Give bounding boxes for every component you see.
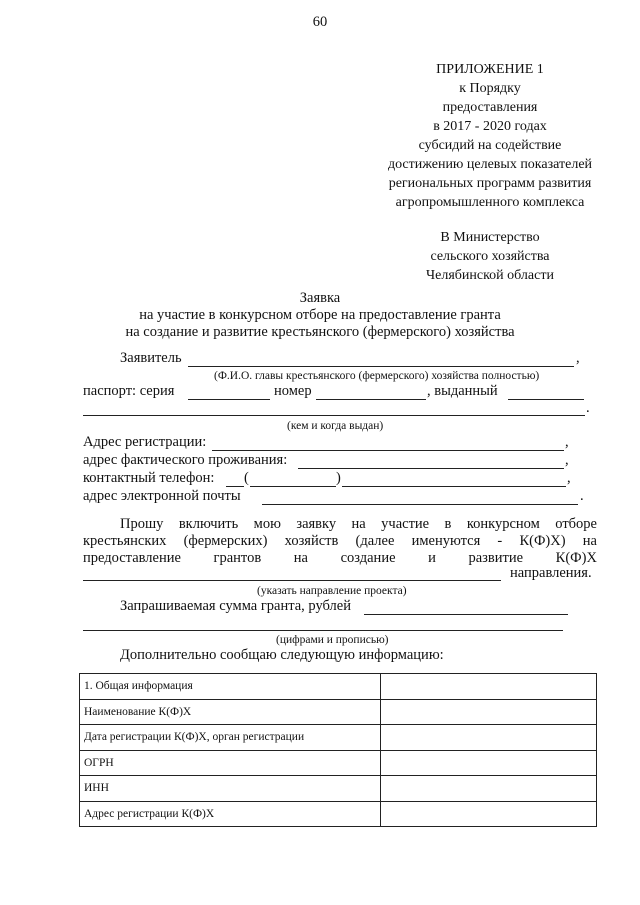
applicant-label: Заявитель — [120, 350, 182, 366]
word: развитие — [468, 550, 524, 566]
amount-words-field[interactable] — [83, 630, 563, 631]
table-cell-label: 1. Общая информация — [80, 674, 381, 700]
word: (далее — [355, 533, 395, 549]
issued-by-field[interactable] — [83, 415, 585, 416]
appendix-line: достижению целевых показателей — [387, 157, 593, 172]
comma: , — [565, 452, 569, 468]
actual-address-field[interactable] — [298, 468, 564, 469]
word: Прошу — [120, 516, 164, 532]
addressee-line: В Министерство — [440, 230, 540, 245]
reg-address-label: Адрес регистрации: — [83, 434, 207, 450]
phone-area-field[interactable] — [250, 486, 336, 487]
addressee-line: Челябинской области — [426, 268, 554, 283]
direction-tail: направления. — [510, 565, 592, 581]
word: отборе — [555, 516, 597, 532]
comma: , — [576, 350, 580, 366]
word: хозяйств — [284, 533, 339, 549]
table-cell-value[interactable] — [381, 699, 597, 725]
comma: , — [567, 470, 571, 486]
issued-hint: (кем и когда выдан) — [287, 420, 384, 432]
appendix-line: региональных программ развития — [388, 176, 592, 191]
word: конкурсном — [466, 516, 540, 532]
phone-code-field[interactable] — [226, 486, 244, 487]
table-cell-value[interactable] — [381, 725, 597, 751]
word: - — [497, 533, 503, 549]
comma: , — [565, 434, 569, 450]
word: К(Ф)Х) — [519, 533, 566, 549]
additional-info-label: Дополнительно сообщаю следующую информацию: — [120, 647, 444, 663]
info-table — [79, 673, 597, 827]
phone-label: контактный телефон: — [83, 470, 215, 486]
word: на — [351, 516, 366, 532]
word: на — [582, 533, 597, 549]
word: К(Ф)Х — [555, 550, 597, 566]
applicant-field[interactable] — [188, 366, 574, 367]
word: на — [293, 550, 308, 566]
word: крестьянских — [83, 533, 167, 549]
addressee-line: сельского хозяйства — [430, 249, 550, 264]
amount-hint: (цифрами и прописью) — [276, 634, 389, 646]
word: заявку — [296, 516, 337, 532]
appendix-line: в 2017 - 2020 годах — [433, 119, 547, 134]
addressee-block — [340, 228, 640, 285]
word: участие — [381, 516, 430, 532]
table-cell-value[interactable] — [381, 801, 597, 827]
email-field[interactable] — [262, 504, 578, 505]
table-cell-label: Адрес регистрации К(Ф)Х — [80, 801, 381, 827]
table-row — [80, 776, 597, 802]
table-row — [80, 801, 597, 827]
table-row — [80, 750, 597, 776]
word: именуются — [411, 533, 481, 549]
table-cell-label: ИНН — [80, 776, 381, 802]
passport-series-field[interactable] — [188, 399, 270, 400]
amount-label: Запрашиваемая сумма гранта, рублей — [120, 598, 351, 614]
word: включить — [178, 516, 239, 532]
request-line-2 — [83, 533, 597, 550]
table-cell-value[interactable] — [381, 750, 597, 776]
paren-open: ( — [244, 470, 249, 486]
document-subtitle-1: на участие в конкурсном отборе на предоставление гранта — [139, 307, 501, 323]
appendix-block — [340, 60, 640, 212]
word: мою — [253, 516, 281, 532]
appendix-line: предоставления — [442, 100, 538, 115]
passport-number-field[interactable] — [316, 399, 426, 400]
table-row — [80, 725, 597, 751]
appendix-line: субсидий на содействие — [418, 138, 562, 153]
appendix-line: агропромышленного комплекса — [395, 195, 585, 210]
document-title: Заявка — [299, 290, 341, 306]
direction-hint: (указать направление проекта) — [257, 585, 407, 597]
word: предоставление — [83, 550, 181, 566]
direction-field[interactable] — [83, 580, 501, 581]
document-subtitle-2: на создание и развитие крестьянского (фермерского) хозяйства — [125, 324, 515, 340]
table-row — [80, 674, 597, 700]
reg-address-field[interactable] — [212, 450, 564, 451]
table-row — [80, 699, 597, 725]
period: . — [586, 400, 590, 416]
passport-issued-field[interactable] — [508, 399, 584, 400]
word: (фермерских) — [183, 533, 268, 549]
appendix-line: к Порядку — [459, 81, 521, 96]
phone-number-field[interactable] — [342, 486, 566, 487]
word: грантов — [213, 550, 262, 566]
table-cell-value[interactable] — [381, 674, 597, 700]
table-cell-label: Наименование К(Ф)Х — [80, 699, 381, 725]
applicant-hint: (Ф.И.О. главы крестьянского (фермерского) хозяйства полностью) — [214, 370, 540, 382]
actual-address-label: адрес фактического проживания: — [83, 452, 288, 468]
passport-issued-label: , выданный — [427, 383, 498, 399]
word: создание — [340, 550, 396, 566]
word: в — [444, 516, 452, 532]
period: . — [580, 488, 584, 504]
word: и — [428, 550, 436, 566]
paren-close: ) — [336, 470, 341, 486]
passport-number-label: номер — [274, 383, 312, 399]
table-cell-label: ОГРН — [80, 750, 381, 776]
table-cell-value[interactable] — [381, 776, 597, 802]
table-cell-label: Дата регистрации К(Ф)Х, орган регистрации — [80, 725, 381, 751]
appendix-title: ПРИЛОЖЕНИЕ 1 — [436, 62, 544, 77]
passport-series-label: паспорт: серия — [83, 383, 175, 399]
request-line-1 — [120, 516, 597, 533]
email-label: адрес электронной почты — [83, 488, 241, 504]
amount-field[interactable] — [364, 614, 568, 615]
page-number: 60 — [312, 14, 328, 30]
